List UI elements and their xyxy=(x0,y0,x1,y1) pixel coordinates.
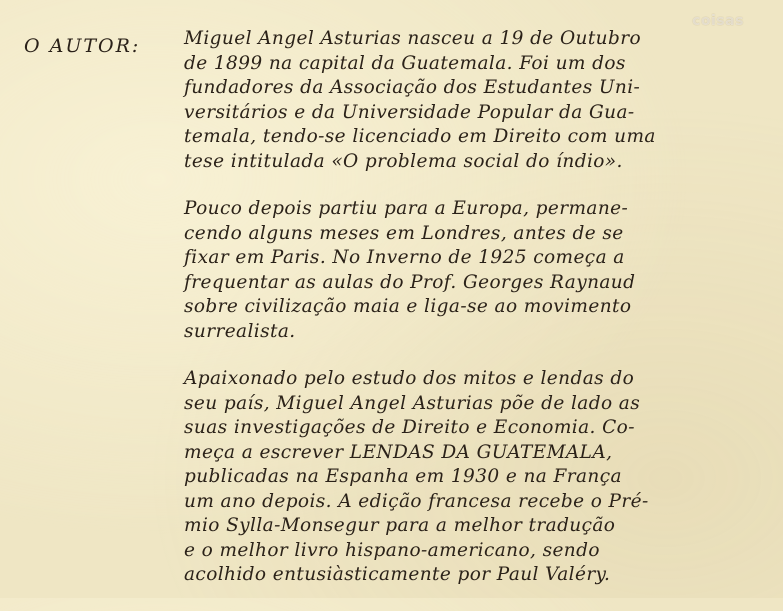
paragraph-europe xyxy=(184,197,732,344)
text-line: suas investigações de Direito e Economia. Co- xyxy=(184,417,635,438)
text-line: tese intitulada «O problema social do índio». xyxy=(184,150,623,172)
text-line: acolhido entusiàsticamente por Paul Valéry. xyxy=(184,564,611,585)
text-line: Apaixonado pelo estudo dos mitos e lendas do xyxy=(184,368,635,389)
text-line: mio Sylla-Monsegur para a melhor tradução xyxy=(184,515,616,536)
text-line: Pouco depois partiu para a Europa, permane- xyxy=(184,198,629,219)
paragraph-legends xyxy=(184,367,732,588)
text-line: surrealista. xyxy=(184,320,296,342)
text-line: cendo alguns meses em Londres, antes de se xyxy=(184,222,624,244)
paragraph-birth-education xyxy=(184,27,732,174)
text-line: sobre civilização maia e liga-se ao movimento xyxy=(184,296,632,317)
text-line: temala, tendo-se licenciado em Direito com uma xyxy=(184,126,656,147)
text-line: fundadores da Associação dos Estudantes Uni- xyxy=(184,77,641,98)
author-biography xyxy=(184,27,732,611)
text-line: um ano depois. A edição francesa recebe o Pré- xyxy=(184,490,649,512)
text-line: frequentar as aulas do Prof. Georges Raynaud xyxy=(184,271,636,293)
text-line: fixar em Paris. No Inverno de 1925 começa a xyxy=(184,247,625,268)
section-label-author: O AUTOR: xyxy=(24,35,141,57)
text-line: publicadas na Espanha em 1930 e na França xyxy=(184,466,622,487)
text-line: seu país, Miguel Angel Asturias põe de lado as xyxy=(184,392,641,414)
text-line: Miguel Angel Asturias nasceu a 19 de Outubro xyxy=(184,28,641,49)
coisas-watermark-logo: coisas xyxy=(692,13,744,29)
text-line: de 1899 na capital da Guatemala. Foi um dos xyxy=(184,52,626,74)
text-line: meça a escrever LENDAS DA GUATEMALA, xyxy=(184,441,613,463)
text-line: e o melhor livro hispano-americano, sendo xyxy=(184,539,600,561)
text-line: versitários e da Universidade Popular da Gua- xyxy=(184,101,635,123)
